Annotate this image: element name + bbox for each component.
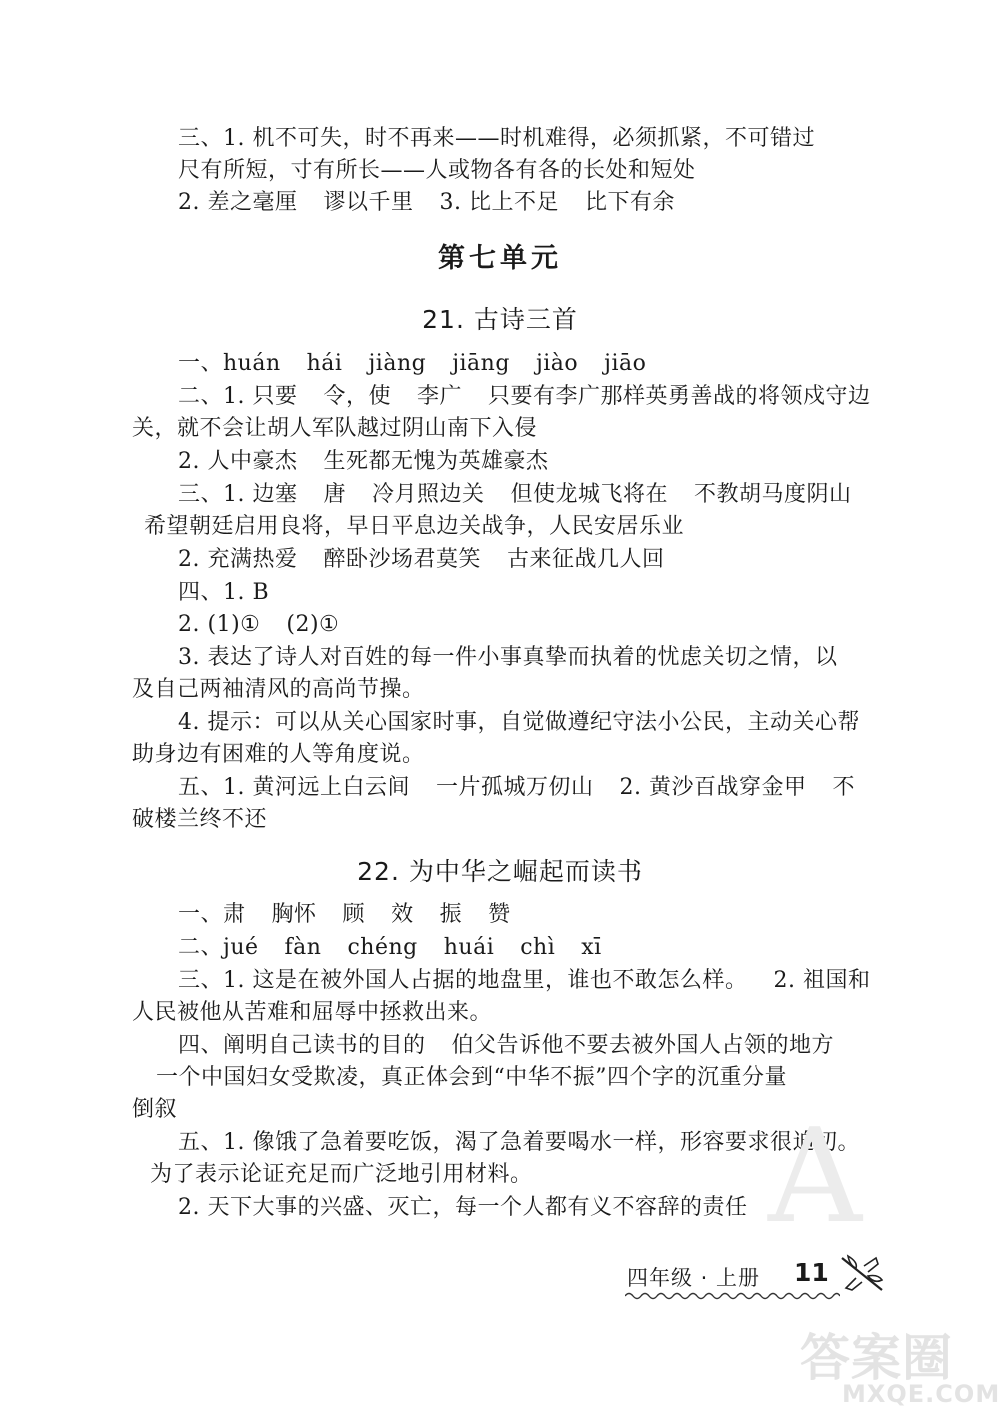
answer-text: 2. 充满热爱 xyxy=(178,547,298,572)
pinyin-word: huán xyxy=(223,351,281,376)
answer-text: 3. 比上不足 xyxy=(439,190,559,215)
answer-text: 2. 祖国和 xyxy=(773,968,871,993)
answer-line xyxy=(178,578,269,608)
answer-text: 3. 表达了诗人对百姓的每一件小事真挚而执着的忧虑关切之情，以 xyxy=(178,645,838,670)
pinyin-word: chì xyxy=(520,935,556,960)
lesson-22-title: 22. 为中华之崛起而读书 xyxy=(357,857,643,886)
answer-line xyxy=(178,545,665,575)
wavy-underline xyxy=(625,1290,840,1302)
answer-line xyxy=(178,933,602,963)
answer-line xyxy=(132,1095,177,1125)
paper-plane-icon xyxy=(838,1252,886,1296)
answer-text: 希望朝廷启用良将，早日平息边关战争，人民安居乐业 xyxy=(144,514,685,539)
answer-text: 令，使 xyxy=(323,384,391,409)
answer-text: 2. 人中豪杰 xyxy=(178,449,298,474)
watermark-logo: 答案圈 xyxy=(800,1329,953,1387)
answer-line xyxy=(150,1160,533,1190)
answer-text: 李广 xyxy=(417,384,463,409)
answer-line xyxy=(178,349,646,379)
answer-text: 不教胡马度阴山 xyxy=(694,482,852,507)
grade-label: 四年级 · 上册 xyxy=(627,1266,761,1290)
pinyin-word: jiàng xyxy=(368,351,427,376)
answer-text: 2. 天下大事的兴盛、灭亡，每一个人都有义不容辞的责任 xyxy=(178,1195,748,1220)
answer-text: 助身边有困难的人等角度说。 xyxy=(132,742,425,767)
answer-line xyxy=(178,773,855,803)
pinyin-word: fàn xyxy=(284,935,322,960)
answer-text: 二、 xyxy=(178,935,224,960)
pinyin-word: huái xyxy=(443,935,495,960)
answer-line xyxy=(178,966,870,996)
watermark-url: MXQE.COM xyxy=(842,1380,1000,1408)
answer-text: 唐 xyxy=(323,482,346,507)
pinyin-word: jiāo xyxy=(604,351,647,376)
answer-text: 2. (1)① xyxy=(178,612,261,637)
answer-word: 赞 xyxy=(488,902,511,927)
answer-text: 及自己两袖清风的高尚节操。 xyxy=(132,677,425,702)
answer-text: 比下有余 xyxy=(584,190,675,215)
answer-text: 三、1. 这是在被外国人占据的地盘里，谁也不敢怎么样。 xyxy=(178,968,748,993)
answer-line xyxy=(132,675,425,705)
answer-line xyxy=(178,610,339,640)
answer-text: 一、 xyxy=(178,351,224,376)
answer-text: 伯父告诉他不要去被外国人占领的地方 xyxy=(451,1033,835,1058)
answer-word: 振 xyxy=(439,902,463,927)
answer-text: 关，就不会让胡人军队越过阴山南下入侵 xyxy=(132,416,538,441)
answer-text: 一个中国妇女受欺凌，真正体会到“中华不振”四个字的沉重分量 xyxy=(156,1065,787,1090)
answer-word: 肃 xyxy=(223,902,246,927)
answer-text: (2)① xyxy=(286,612,340,637)
pinyin-word: chéng xyxy=(347,935,418,960)
answer-text: 生死都无愧为英雄豪杰 xyxy=(323,449,549,474)
answer-line xyxy=(178,382,871,412)
watermark-letter: A xyxy=(768,1100,862,1252)
answer-text: 不 xyxy=(832,775,855,800)
answer-line xyxy=(132,414,537,444)
answer-text: 但使龙城飞将在 xyxy=(510,482,669,507)
answer-text: 2. 黄沙百战穿金甲 xyxy=(619,775,807,800)
answer-text: 倒叙 xyxy=(132,1097,178,1122)
answer-line xyxy=(178,1193,748,1223)
answer-word: 效 xyxy=(391,902,414,927)
answer-line xyxy=(178,188,675,218)
answer-text: 2. 差之毫厘 xyxy=(178,190,298,215)
answer-line xyxy=(178,708,860,738)
answer-text: 破楼兰终不还 xyxy=(132,807,268,832)
answer-line xyxy=(132,740,425,770)
answer-text: 醉卧沙场君莫笑 xyxy=(323,547,481,572)
answer-word: 胸怀 xyxy=(271,902,317,927)
answer-text: 尺有所短，寸有所长——人或物各有各的长处和短处 xyxy=(178,158,696,183)
answer-line xyxy=(178,1128,860,1158)
answer-text: 四、阐明自己读书的目的 xyxy=(178,1033,426,1058)
answer-line xyxy=(178,156,696,186)
answer-text: 4. 提示：可以从关心国家时事，自觉做遵纪守法小公民，主动关心帮 xyxy=(178,710,860,735)
answer-text: 谬以千里 xyxy=(323,190,414,215)
answer-word: 顾 xyxy=(342,902,366,927)
answer-text: 一、 xyxy=(178,902,224,927)
answer-line xyxy=(178,1031,834,1061)
answer-line xyxy=(178,643,838,673)
answer-line xyxy=(178,447,549,477)
page-number: 11 xyxy=(794,1258,829,1287)
answer-text: 四、1. B xyxy=(178,580,270,605)
answer-text: 冷月照边关 xyxy=(372,482,485,507)
answer-text: 为了表示论证充足而广泛地引用材料。 xyxy=(150,1162,533,1187)
pinyin-word: jiào xyxy=(535,351,579,376)
answer-text: 二、1. 只要 xyxy=(178,384,298,409)
pinyin-word: jué xyxy=(223,935,259,960)
answer-text: 五、1. 黄河远上白云间 xyxy=(178,775,410,800)
answer-text: 三、1. 机不可失，时不再来——时机难得，必须抓紧，不可错过 xyxy=(178,126,815,151)
answer-text: 三、1. 边塞 xyxy=(178,482,298,507)
lesson-21-title: 21. 古诗三首 xyxy=(422,305,578,334)
answer-text: 五、1. 像饿了急着要吃饭，渴了急着要喝水一样，形容要求很迫切。 xyxy=(178,1130,860,1155)
answer-line xyxy=(156,1063,787,1093)
answer-line xyxy=(132,998,492,1028)
answer-line xyxy=(178,124,815,154)
answer-line xyxy=(178,900,511,930)
answer-text: 古来征战几人回 xyxy=(507,547,665,572)
unit-title: 第七单元 xyxy=(438,243,562,274)
answer-text: 一片孤城万仞山 xyxy=(435,775,594,800)
answer-text: 人民被他从苦难和屈辱中拯救出来。 xyxy=(132,1000,493,1025)
answer-text: 只要有李广那样英勇善战的将领戍守边 xyxy=(488,384,871,409)
answer-line xyxy=(178,480,852,510)
answer-line xyxy=(132,805,267,835)
pinyin-word: hái xyxy=(306,351,343,376)
pinyin-word: xī xyxy=(581,935,602,960)
pinyin-word: jiāng xyxy=(452,351,510,376)
answer-line xyxy=(144,512,684,542)
